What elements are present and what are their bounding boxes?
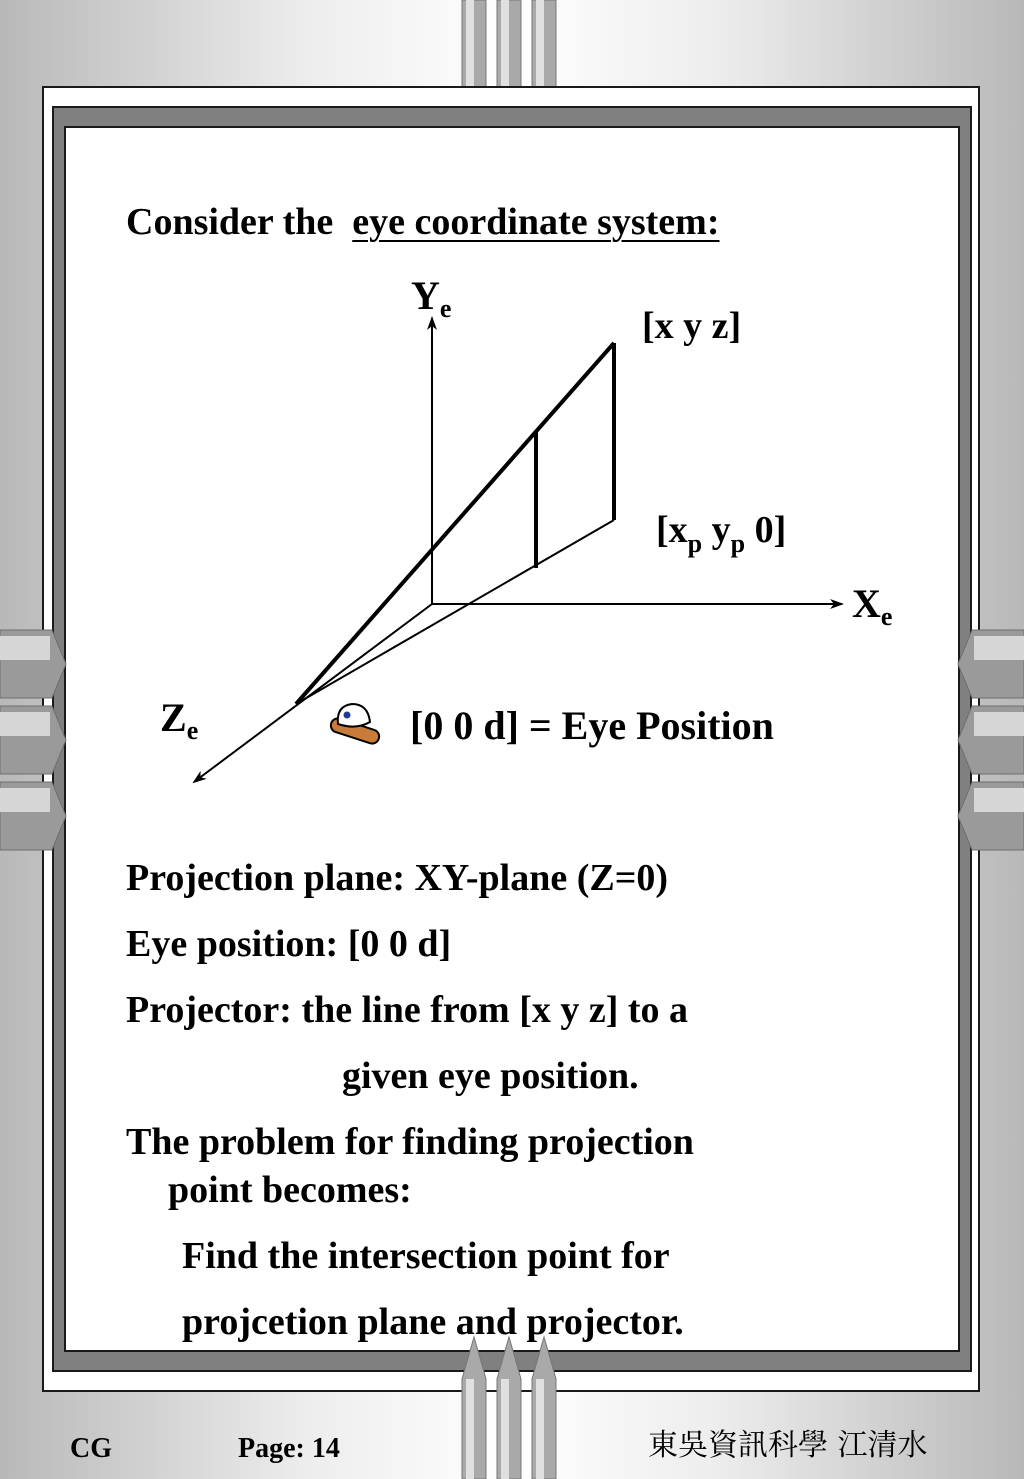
body-line-1: Projection plane: XY-plane (Z=0) bbox=[126, 857, 669, 899]
footer-course: CG bbox=[70, 1433, 112, 1464]
body-line-4: given eye position. bbox=[342, 1055, 639, 1097]
point-xyz-label: [x y z] bbox=[642, 305, 742, 347]
body-line-2: Eye position: [0 0 d] bbox=[126, 923, 452, 965]
point-projection-label: [$x_p$ $y_p$ 0] bbox=[656, 509, 787, 558]
body-line-6: point becomes: bbox=[168, 1169, 412, 1211]
body-line-8: projcetion plane and projector. bbox=[182, 1301, 684, 1343]
footer-page: Page: 14 bbox=[238, 1433, 340, 1464]
projector-line bbox=[296, 343, 614, 704]
body-line-7: Find the intersection point for bbox=[182, 1235, 670, 1277]
body-line-5: The problem for finding projection bbox=[126, 1121, 694, 1163]
z-axis-label: $Z_e$ bbox=[160, 695, 199, 745]
x-axis-label: $X_e$ bbox=[852, 581, 893, 631]
body-line-3: Projector: the line from [x y z] to a bbox=[126, 989, 689, 1031]
floor-line bbox=[296, 520, 614, 704]
footer-author: 東吳資訊科學 江清水 bbox=[648, 1428, 928, 1463]
y-axis-label: $Y_e$ bbox=[411, 273, 452, 323]
heading-prefix: Consider the bbox=[126, 201, 334, 243]
heading-underlined: eye coordinate system: bbox=[352, 201, 720, 243]
eye-icon bbox=[329, 704, 381, 745]
eye-position-label: [0 0 d] = Eye Position bbox=[410, 703, 774, 748]
z-axis bbox=[194, 604, 432, 782]
